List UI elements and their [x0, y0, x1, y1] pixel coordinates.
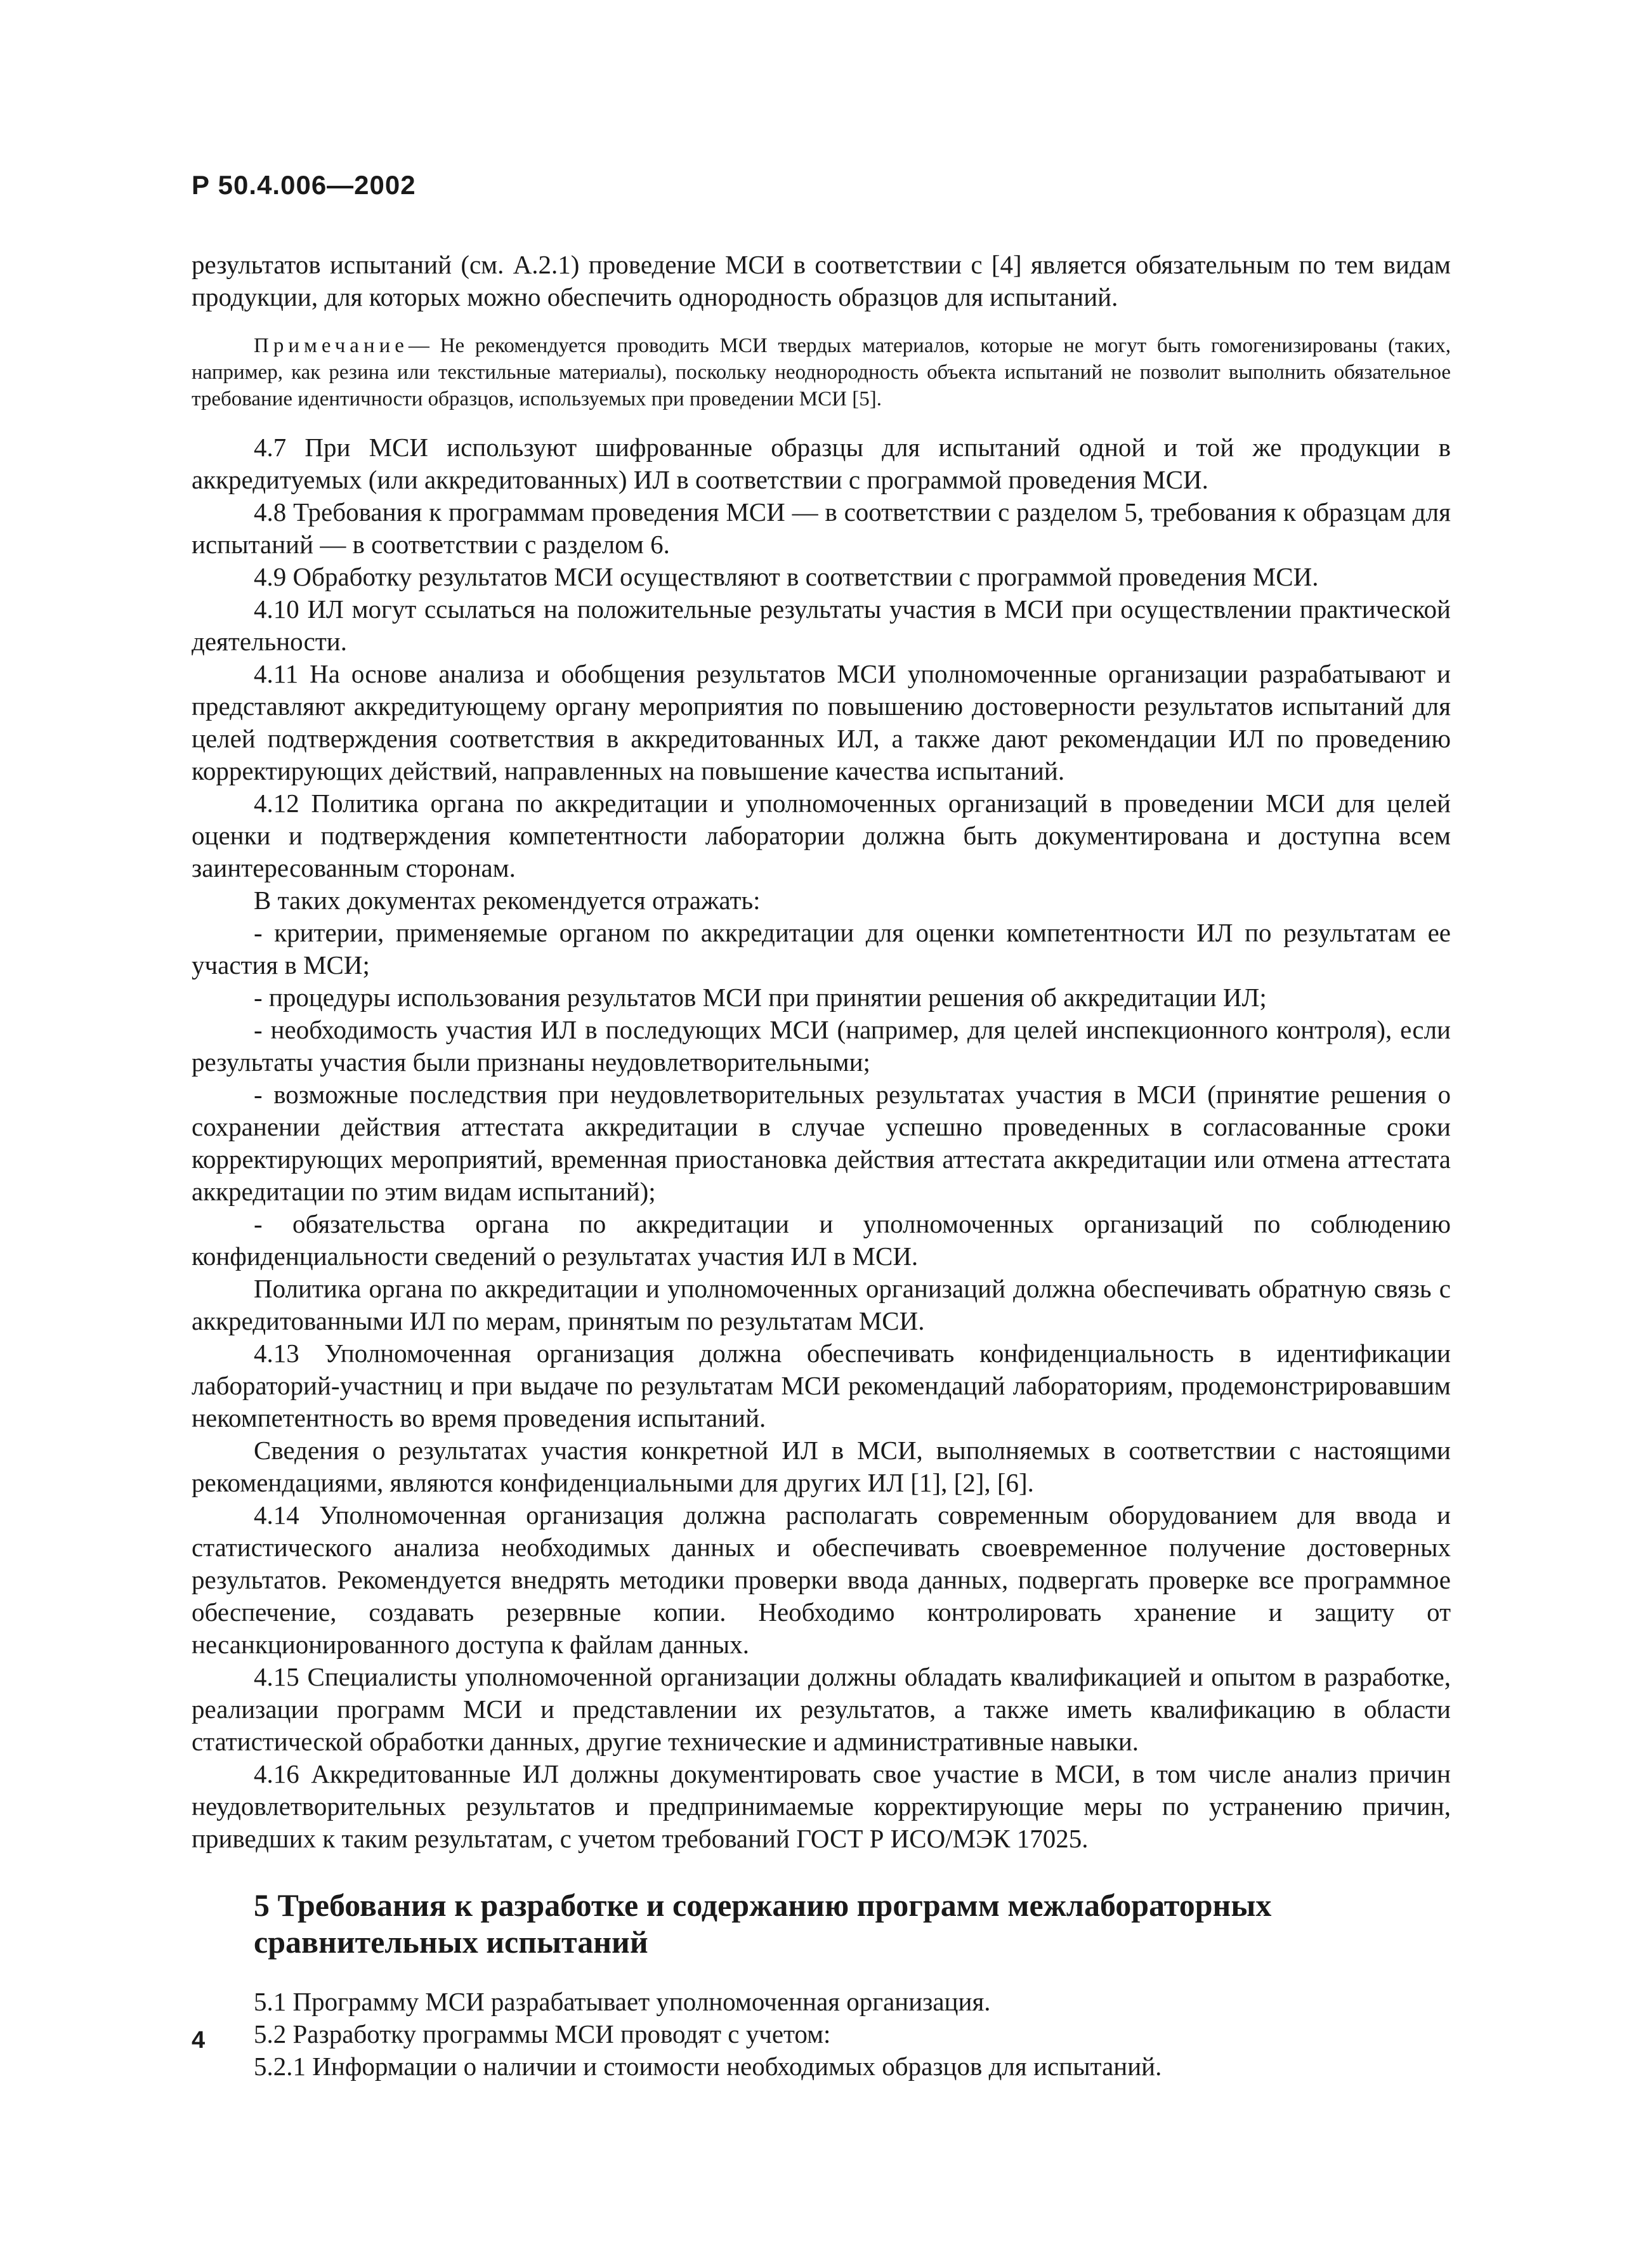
note-block: [192, 332, 1451, 412]
list-item: - возможные последствия при неудовлетворительных результатах участия в МСИ (принятие решения о сохранении действия аттестата аккредитации в случае успешно проведенных в согласованные сроки корректирующих мероприятий, временная приостановка действия аттестата аккредитации или отмена аттестата аккредитации по этим видам испытаний);: [192, 1080, 1451, 1206]
clause-4-16: 4.16 Аккредитованные ИЛ должны документировать свое участие в МСИ, в том числе анализ причин неудовлетворительных результатов и предпринимаемые корректирующие меры по устранению причин, приведших к таким результатам, с учетом требований ГОСТ Р ИСО/МЭК 17025.: [192, 1759, 1451, 1853]
clause-4-15: 4.15 Специалисты уполномоченной организации должны обладать квалификацией и опытом в разработке, реализации программ МСИ и представлении их результатов, а также иметь квалификацию в области статистической обработки данных, другие технические и административные навыки.: [192, 1662, 1451, 1756]
list-item: - обязательства органа по аккредитации и уполномоченных организаций по соблюдению конфиденциальности сведений о результатах участия ИЛ в МСИ.: [192, 1209, 1451, 1271]
clause-4-9: 4.9 Обработку результатов МСИ осуществляют в соответствии с программой проведения МСИ.: [254, 562, 1319, 591]
list-item: - необходимость участия ИЛ в последующих МСИ (например, для целей инспекционного контроля), если результаты участия были признаны неудовлетворительными;: [192, 1015, 1451, 1077]
clause-4-12-policy: Политика органа по аккредитации и уполномоченных организаций должна обеспечивать обратную связь с аккредитованными ИЛ по мерам, принятым по результатам МСИ.: [192, 1274, 1451, 1335]
clause-4-11: 4.11 На основе анализа и обобщения результатов МСИ уполномоченные организации разрабатывают и представляют аккредитующему органу мероприятия по повышению достоверности результатов испытаний для целей подтверждения соответствия в аккредитованных ИЛ, а также дают рекомендации ИЛ по проведению корректирующих действий, направленных на повышение качества испытаний.: [192, 659, 1451, 785]
clause-4-12-intro: В таких документах рекомендуется отражать:: [254, 886, 761, 915]
clause-4-7: 4.7 При МСИ используют шифрованные образцы для испытаний одной и той же продукции в аккредитуемых (или аккредитованных) ИЛ в соответствии с программой проведения МСИ.: [192, 433, 1451, 494]
section-heading: 5 Требования к разработке и содержанию программ межлабораторных сравнительных испытаний: [254, 1887, 1272, 1960]
clause-4-12: 4.12 Политика органа по аккредитации и уполномоченных организаций в проведении МСИ для целей оценки и подтверждения компетентности лаборатории должна быть документирована и доступна всем заинтересованным сторонам.: [192, 789, 1451, 882]
clause-5-2-1: 5.2.1 Информации о наличии и стоимости необходимых образцов для испытаний.: [254, 2052, 1162, 2081]
clause-5-2: 5.2 Разработку программы МСИ проводят с учетом:: [254, 2019, 831, 2048]
clause-4-14: 4.14 Уполномоченная организация должна располагать современным оборудованием для ввода и статистического анализа необходимых данных и обеспечивать своевременное получение достоверных результатов. Рекомендуется внедрять методики проверки ввода данных, подвергать проверке все программное обеспечение, создавать резервные копии. Необходимо контролировать хранение и защиту от несанкционированного доступа к файлам данных.: [192, 1500, 1451, 1659]
note-text-line: [192, 332, 1451, 412]
page-number: 4: [192, 2027, 206, 2054]
clause-4-13: 4.13 Уполномоченная организация должна обеспечивать конфиденциальность в идентификации лабораторий-участниц и при выдаче по результатам МСИ рекомендаций лабораториям, продемонстрировавшим некомпетентность во время проведения испытаний.: [192, 1339, 1451, 1432]
note-label: Примечание: [254, 334, 409, 357]
note-text: — Не рекомендуется проводить МСИ твердых материалов, которые не могут быть гомогенизированы (таких, например, как резина или текстильные материалы), поскольку неоднородность объекта испытаний не позволит выполнить обязательное требование идентичности образцов, используемых при проведении МСИ [5].: [192, 334, 1451, 410]
clause-4-8: 4.8 Требования к программам проведения МСИ — в соответствии с разделом 5, требования к образцам для испытаний — в соответствии с разделом 6.: [192, 497, 1451, 559]
clause-4-13-info: Сведения о результатах участия конкретной ИЛ в МСИ, выполняемых в соответствии с настоящими рекомендациями, являются конфиденциальными для других ИЛ [1], [2], [6].: [192, 1436, 1451, 1497]
clause-5-1: 5.1 Программу МСИ разрабатывает уполномоченная организация.: [254, 1987, 991, 2016]
document-number: Р 50.4.006—2002: [192, 170, 416, 200]
list-item: - процедуры использования результатов МСИ при принятии решения об аккредитации ИЛ;: [254, 983, 1267, 1012]
clause-4-10: 4.10 ИЛ могут ссылаться на положительные результаты участия в МСИ при осуществлении практической деятельности.: [192, 594, 1451, 656]
list-item: - критерии, применяемые органом по аккредитации для оценки компетентности ИЛ по результатам ее участия в МСИ;: [192, 918, 1451, 980]
paragraph-continuation: результатов испытаний (см. А.2.1) проведение МСИ в соответствии с [4] является обязательным по тем видам продукции, для которых можно обеспечить однородность образцов для испытаний.: [192, 250, 1451, 311]
document-body: [192, 249, 1451, 2083]
